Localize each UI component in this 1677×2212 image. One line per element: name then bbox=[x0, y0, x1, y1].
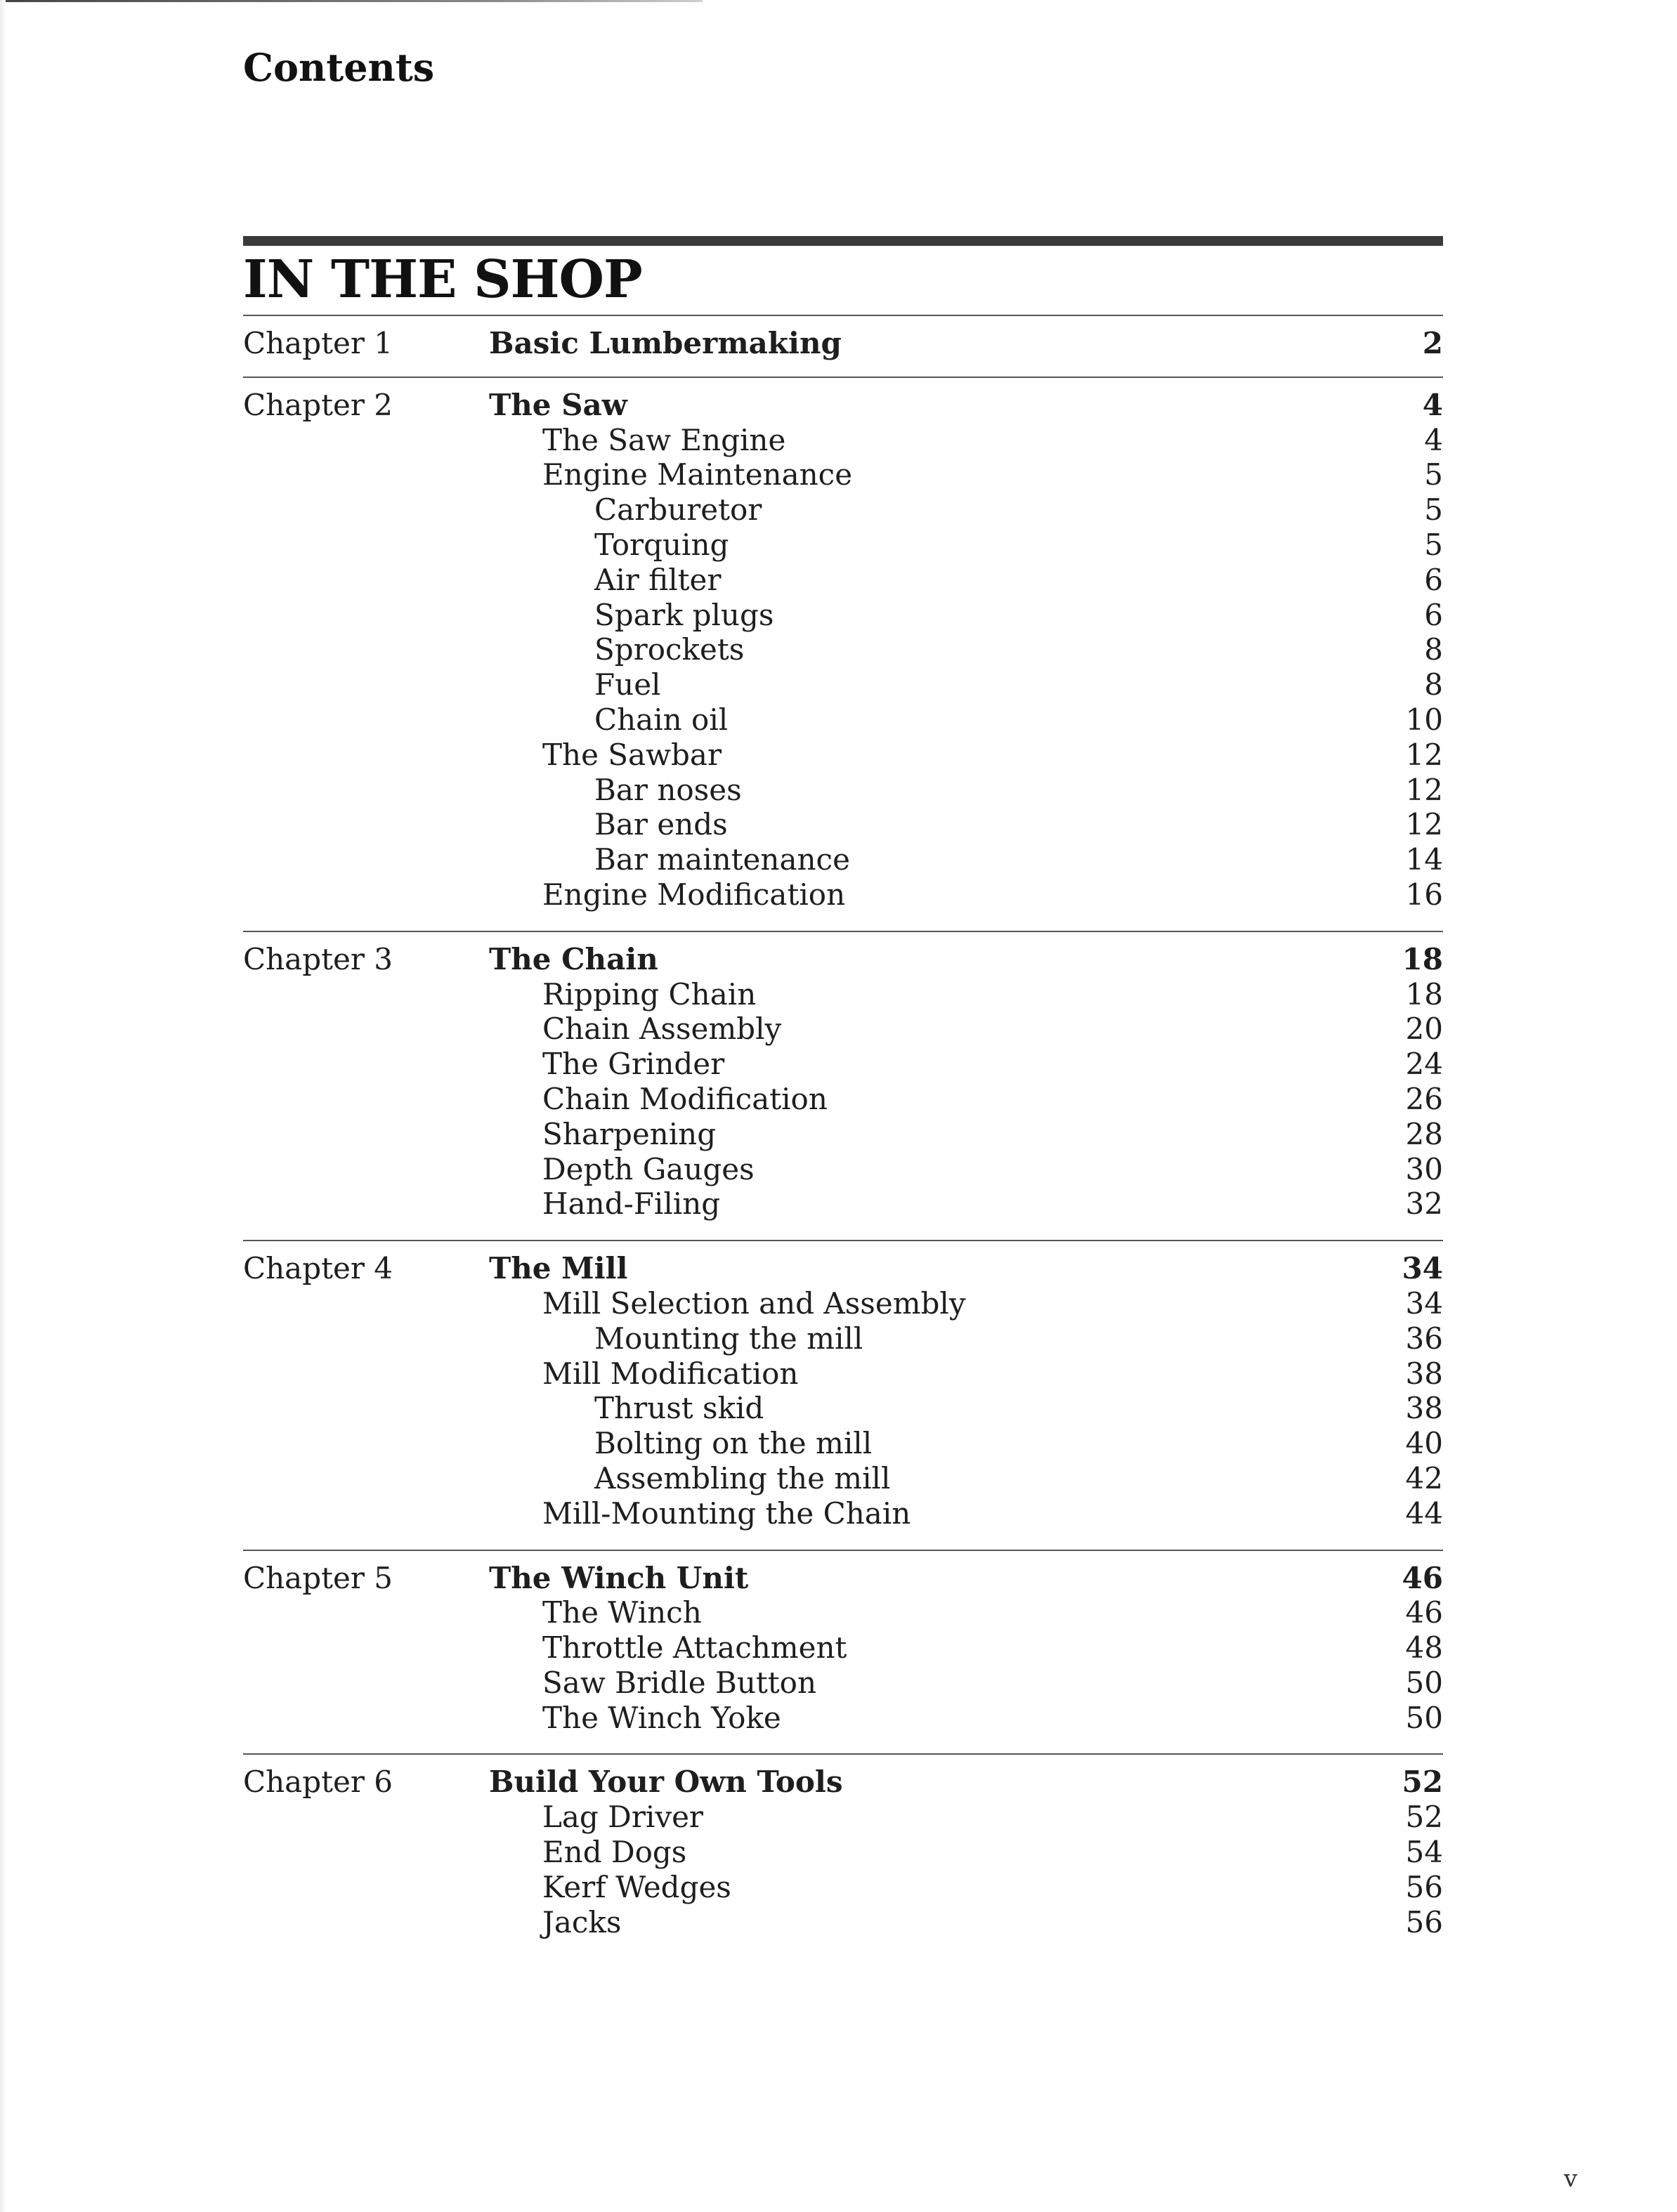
chapter-heading-row[interactable] bbox=[243, 388, 1443, 423]
toc-entry-row[interactable] bbox=[243, 667, 1443, 702]
toc-entry-row[interactable] bbox=[243, 1426, 1443, 1461]
entry-title: Throttle Attachment bbox=[542, 1630, 847, 1665]
chapter-heading-row[interactable] bbox=[243, 326, 1443, 361]
toc-entry-row[interactable] bbox=[243, 1321, 1443, 1356]
chapter-heading-row[interactable] bbox=[243, 942, 1443, 977]
entry-title: The Sawbar bbox=[542, 737, 722, 772]
chapter-block bbox=[243, 931, 1443, 1240]
chapter-title: The Chain bbox=[489, 941, 658, 976]
page-folio: v bbox=[1564, 2165, 1578, 2193]
chapter-heading-row[interactable] bbox=[243, 1251, 1443, 1286]
page-binding-edge bbox=[0, 0, 6, 2212]
entry-title: Chain oil bbox=[594, 702, 729, 737]
toc-entry-row[interactable] bbox=[243, 807, 1443, 842]
chapter-title: Build Your Own Tools bbox=[489, 1765, 843, 1800]
entry-title: Mill Modification bbox=[542, 1356, 799, 1391]
top-edge-rule bbox=[0, 0, 703, 2]
entry-title: Carburetor bbox=[594, 492, 762, 528]
toc-entry-row[interactable] bbox=[243, 457, 1443, 492]
page-number: 50 bbox=[1405, 1665, 1443, 1700]
page-number: 34 bbox=[1405, 1285, 1443, 1321]
toc-entry-row[interactable] bbox=[243, 738, 1443, 773]
entry-title: Engine Modification bbox=[542, 877, 846, 912]
toc-entry-row[interactable] bbox=[243, 1082, 1443, 1117]
toc-entry-row[interactable] bbox=[243, 1461, 1443, 1496]
entry-title: The Winch Yoke bbox=[542, 1700, 781, 1735]
toc-entry-row[interactable] bbox=[243, 1047, 1443, 1082]
entry-title: Jacks bbox=[542, 1904, 622, 1939]
entry-title: Kerf Wedges bbox=[542, 1869, 731, 1904]
toc-entry-row[interactable] bbox=[243, 492, 1443, 528]
entry-title: Sharpening bbox=[542, 1116, 717, 1151]
chapter-block bbox=[243, 377, 1443, 931]
chapter-title: The Saw bbox=[489, 387, 627, 422]
page-number: 6 bbox=[1424, 597, 1443, 632]
page-number: 4 bbox=[1422, 387, 1443, 422]
page-number: 38 bbox=[1405, 1356, 1443, 1391]
page-number: 56 bbox=[1405, 1869, 1443, 1904]
entry-title: The Saw Engine bbox=[542, 422, 786, 457]
entry-title: Chain Assembly bbox=[542, 1012, 782, 1047]
chapter-block bbox=[243, 1550, 1443, 1754]
chapter-block bbox=[243, 315, 1443, 377]
toc-entry-row[interactable] bbox=[243, 1391, 1443, 1426]
entry-title: Spark plugs bbox=[594, 597, 774, 632]
section-title: IN THE SHOP bbox=[243, 249, 642, 310]
entry-title: Engine Maintenance bbox=[542, 457, 853, 492]
chapter-label: Chapter 3 bbox=[243, 941, 393, 976]
entry-title: Assembling the mill bbox=[594, 1460, 891, 1496]
entry-title: Hand-Filing bbox=[542, 1186, 721, 1222]
page-number: 30 bbox=[1405, 1151, 1443, 1186]
page-number: 44 bbox=[1405, 1496, 1443, 1531]
page-number: 36 bbox=[1405, 1321, 1443, 1356]
toc-entry-row[interactable] bbox=[243, 1356, 1443, 1392]
toc-entry-row[interactable] bbox=[243, 1905, 1443, 1940]
entry-title: Sprockets bbox=[594, 632, 745, 667]
section-heavy-rule bbox=[243, 236, 1443, 246]
page-number: 14 bbox=[1405, 842, 1443, 877]
toc-entry-row[interactable] bbox=[243, 842, 1443, 877]
toc-entry-row[interactable] bbox=[243, 773, 1443, 808]
page-number: 18 bbox=[1402, 941, 1443, 976]
chapter-title: The Winch Unit bbox=[489, 1560, 749, 1595]
chapter-block bbox=[243, 1240, 1443, 1549]
page-number: 34 bbox=[1402, 1251, 1443, 1286]
entry-title: Mill Selection and Assembly bbox=[542, 1285, 966, 1321]
page-number: 6 bbox=[1424, 562, 1443, 597]
toc-entry-row[interactable] bbox=[243, 702, 1443, 738]
chapter-title: The Mill bbox=[489, 1251, 628, 1286]
page-number: 10 bbox=[1405, 702, 1443, 737]
entry-title: Fuel bbox=[594, 667, 661, 702]
chapter-heading-row[interactable] bbox=[243, 1561, 1443, 1596]
toc-entry-row[interactable] bbox=[243, 977, 1443, 1012]
page-number: 24 bbox=[1405, 1047, 1443, 1082]
chapter-block bbox=[243, 1753, 1443, 1958]
chapter-label: Chapter 5 bbox=[243, 1560, 393, 1595]
page-number: 52 bbox=[1405, 1800, 1443, 1835]
entry-title: Mounting the mill bbox=[594, 1321, 863, 1356]
entry-title: Torquing bbox=[594, 527, 729, 562]
page-number: 20 bbox=[1405, 1012, 1443, 1047]
chapter-label: Chapter 2 bbox=[243, 387, 393, 422]
page-number: 2 bbox=[1422, 326, 1443, 360]
toc-entry-row[interactable] bbox=[243, 1286, 1443, 1321]
page-number: 5 bbox=[1424, 527, 1443, 562]
entry-title: Bar noses bbox=[594, 772, 742, 807]
page-number: 18 bbox=[1405, 976, 1443, 1012]
entry-title: Lag Driver bbox=[542, 1800, 704, 1835]
entry-title: End Dogs bbox=[542, 1835, 687, 1870]
toc-entry-row[interactable] bbox=[243, 1870, 1443, 1905]
toc-entry-row[interactable] bbox=[243, 1701, 1443, 1736]
toc-entry-row[interactable] bbox=[243, 1630, 1443, 1665]
page-number: 26 bbox=[1405, 1081, 1443, 1116]
table-of-contents bbox=[243, 315, 1443, 1958]
page-number: 40 bbox=[1405, 1426, 1443, 1461]
page-number: 28 bbox=[1405, 1116, 1443, 1151]
page-number: 56 bbox=[1405, 1904, 1443, 1939]
toc-entry-row[interactable] bbox=[243, 1152, 1443, 1187]
page-number: 42 bbox=[1405, 1460, 1443, 1496]
page-number: 50 bbox=[1405, 1700, 1443, 1735]
page-number: 38 bbox=[1405, 1391, 1443, 1426]
entry-title: Ripping Chain bbox=[542, 976, 757, 1012]
entry-title: The Grinder bbox=[542, 1047, 725, 1082]
chapter-label: Chapter 6 bbox=[243, 1765, 393, 1800]
page-number: 52 bbox=[1402, 1765, 1443, 1800]
toc-entry-row[interactable] bbox=[243, 1595, 1443, 1630]
entry-title: Chain Modification bbox=[542, 1081, 828, 1116]
page-number: 5 bbox=[1424, 492, 1443, 528]
entry-title: Air filter bbox=[594, 562, 722, 597]
toc-entry-row[interactable] bbox=[243, 632, 1443, 667]
chapter-title: Basic Lumbermaking bbox=[489, 326, 842, 360]
page-number: 5 bbox=[1424, 457, 1443, 492]
toc-entry-row[interactable] bbox=[243, 1117, 1443, 1152]
chapter-heading-row[interactable] bbox=[243, 1765, 1443, 1800]
entry-title: Bolting on the mill bbox=[594, 1426, 873, 1461]
page-number: 8 bbox=[1424, 632, 1443, 667]
page-number: 32 bbox=[1405, 1186, 1443, 1222]
toc-entry-row[interactable] bbox=[243, 1835, 1443, 1870]
entry-title: Thrust skid bbox=[594, 1391, 764, 1426]
page-number: 12 bbox=[1405, 807, 1443, 842]
page-number: 46 bbox=[1402, 1560, 1443, 1595]
toc-entry-row[interactable] bbox=[243, 1012, 1443, 1047]
entry-title: The Winch bbox=[542, 1595, 702, 1630]
page-number: 4 bbox=[1424, 422, 1443, 457]
toc-entry-row[interactable] bbox=[243, 877, 1443, 912]
entry-title: Saw Bridle Button bbox=[542, 1665, 817, 1700]
page-number: 16 bbox=[1405, 877, 1443, 912]
toc-entry-row[interactable] bbox=[243, 563, 1443, 598]
chapter-label: Chapter 4 bbox=[243, 1251, 393, 1286]
toc-entry-row[interactable] bbox=[243, 423, 1443, 458]
toc-entry-row[interactable] bbox=[243, 1496, 1443, 1531]
page-number: 12 bbox=[1405, 772, 1443, 807]
page-title: Contents bbox=[243, 45, 435, 90]
chapter-label: Chapter 1 bbox=[243, 326, 393, 360]
toc-entry-row[interactable] bbox=[243, 598, 1443, 633]
entry-title: Bar maintenance bbox=[594, 842, 850, 877]
page-number: 8 bbox=[1424, 667, 1443, 702]
toc-entry-row[interactable] bbox=[243, 1186, 1443, 1222]
entry-title: Mill-Mounting the Chain bbox=[542, 1496, 911, 1531]
toc-entry-row[interactable] bbox=[243, 1800, 1443, 1835]
entry-title: Bar ends bbox=[594, 807, 728, 842]
page-number: 54 bbox=[1405, 1835, 1443, 1870]
page-number: 46 bbox=[1405, 1595, 1443, 1630]
page-number: 48 bbox=[1405, 1630, 1443, 1665]
page-number: 12 bbox=[1405, 737, 1443, 772]
toc-entry-row[interactable] bbox=[243, 528, 1443, 563]
entry-title: Depth Gauges bbox=[542, 1151, 755, 1186]
toc-entry-row[interactable] bbox=[243, 1665, 1443, 1701]
